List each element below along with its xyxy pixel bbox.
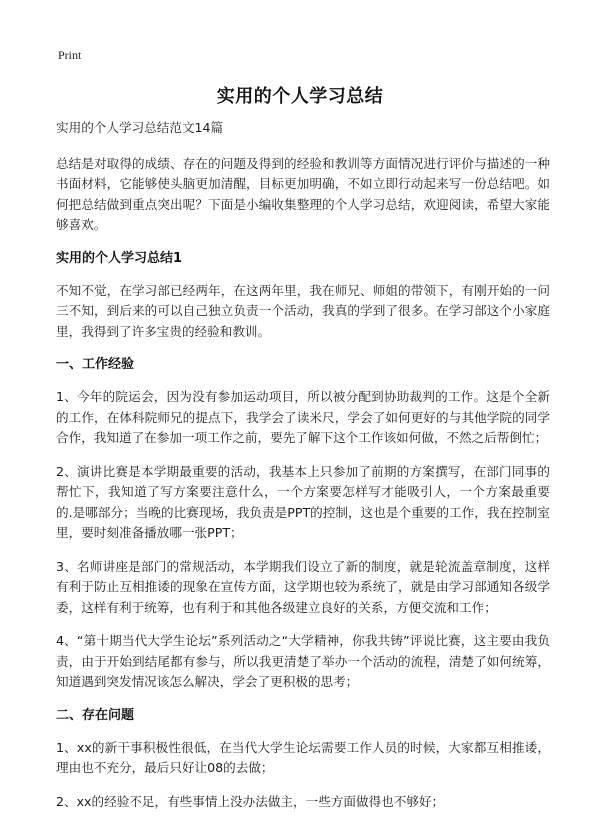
work-item: 3、名师讲座是部门的常规活动，本学期我们设立了新的制度，就是轮流盖章制度，这样有利于防止互相推诿的现象在宣传方面，这学期也较为系统了，就是由学习部通知各级学委，这样有利于统筹，也有利于和其他各级建立良好的关系，方便交流和工作； — [56, 558, 550, 615]
work-item: 1、今年的院运会，因为没有参加运动项目，所以被分配到协助裁判的工作。这是个全新的工作，在体科院师兄的提点下，我学会了读米尺，学会了如何更好的与其他学院的同学合作，我知道了在参加一项工作之前，要先了解下这个工作该如何做，不然之后帮倒忙； — [56, 389, 550, 445]
problem-item: 1、xx的新干事积极性很低，在当代大学生论坛需要工作人员的时候，大家都互相推诿，理由也不充分，最后只好让08的去做； — [56, 739, 550, 775]
section-paragraph: 不知不觉，在学习部已经两年，在这两年里，我在师兄、师姐的带领下，有刚开始的一问三不知，到后来的可以自己独立负责一个活动，我真的学到了很多。在学习部这个小家庭里，我得到了许多宝贵的经验和教训。 — [56, 282, 550, 339]
document-body — [56, 118, 550, 825]
section-heading: 实用的个人学习总结1 — [56, 250, 183, 266]
work-item: 2、演讲比赛是本学期最重要的活动，我基本上只参加了前期的方案撰写，在部门同事的帮忙下，我知道了写方案要注意什么，一个方案要怎样写才能吸引人，一个方案最重要的.是哪部分；当晚的比赛现场，我负责是PPT的控制，这也是个重要的工作，我在控制室里，要时刻准备播放哪一张PPT； — [56, 463, 550, 540]
problems-heading: 二、存在问题 — [56, 707, 135, 723]
work-item: 4、“第十期当代大学生论坛”系列活动之“大学精神，你我共铸”评说比赛，这主要由我负责，由于开始到结尾都有参与，所以我更清楚了举办一个活动的流程，清楚了如何统筹，知道遇到突发情况该怎么解决，学会了更积极的思考； — [56, 633, 550, 689]
problem-item: 2、xx的经验不足，有些事情上没办法做主，一些方面做得也不够好； — [56, 793, 445, 809]
document-subtitle: 实用的个人学习总结范文14篇 — [56, 120, 224, 135]
print-label: Print — [58, 48, 82, 62]
work-experience-heading: 一、工作经验 — [56, 357, 135, 372]
intro-paragraph: 总结是对取得的成绩、存在的问题及得到的经验和教训等方面情况进行评价与描述的一种书面材料，它能够使头脑更加清醒，目标更加明确，不如立即行动起来写一份总结吧。如何把总结做到重点突出呢？下面是小编收集整理的个人学习总结，欢迎阅读，希望大家能够喜欢。 — [56, 155, 550, 232]
document-title: 实用的个人学习总结 — [216, 86, 384, 107]
